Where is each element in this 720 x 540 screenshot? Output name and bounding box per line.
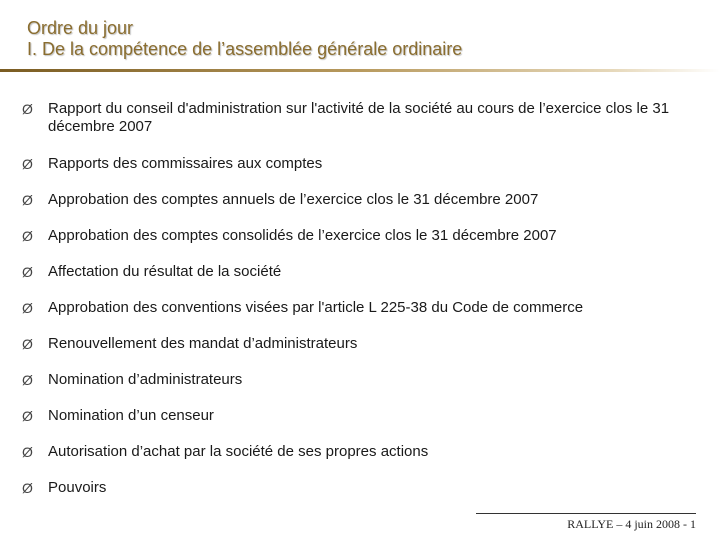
arrow-bullet-icon: Ø [22, 192, 33, 208]
agenda-item-text: Nomination d’un censeur [48, 407, 214, 424]
agenda-item-text: Rapport du conseil d'administration sur l'activité de la société au cours de l’exercice clos le 31 décembre 2007 [48, 100, 670, 135]
agenda-item-text: Approbation des comptes consolidés de l’exercice clos le 31 décembre 2007 [48, 227, 557, 244]
arrow-bullet-icon: Ø [22, 101, 33, 117]
arrow-bullet-icon: Ø [22, 228, 33, 244]
agenda-item-text: Renouvellement des mandat d’administrateurs [48, 335, 358, 352]
agenda-item [22, 263, 692, 281]
agenda-item [22, 227, 692, 245]
arrow-bullet-icon: Ø [22, 336, 33, 352]
arrow-bullet-icon: Ø [22, 408, 33, 424]
agenda-item [22, 335, 692, 353]
agenda-item-text: Rapports des commissaires aux comptes [48, 155, 323, 172]
arrow-bullet-icon: Ø [22, 444, 33, 460]
arrow-bullet-icon: Ø [22, 264, 33, 280]
agenda-item [22, 299, 692, 317]
slide-footer: RALLYE – 4 juin 2008 - 1 [476, 513, 696, 532]
title-line-2: I. De la compétence de l’assemblée générale ordinaire [27, 39, 463, 59]
agenda-item [22, 100, 692, 136]
arrow-bullet-icon: Ø [22, 156, 33, 172]
agenda-item-text: Approbation des comptes annuels de l’exercice clos le 31 décembre 2007 [48, 191, 539, 208]
agenda-item-text: Approbation des conventions visées par l'article L 225-38 du Code de commerce [48, 299, 584, 316]
agenda-item-text: Pouvoirs [48, 479, 107, 496]
slide-title [27, 18, 697, 60]
agenda-item [22, 371, 692, 389]
title-divider [0, 69, 720, 72]
agenda-item-text: Affectation du résultat de la société [48, 263, 282, 280]
agenda-item [22, 443, 692, 461]
agenda-item [22, 191, 692, 209]
agenda-item-text: Nomination d’administrateurs [48, 371, 243, 388]
arrow-bullet-icon: Ø [22, 480, 33, 496]
arrow-bullet-icon: Ø [22, 300, 33, 316]
agenda-item [22, 407, 692, 425]
agenda-item [22, 479, 692, 497]
agenda-item-text: Autorisation d’achat par la société de ses propres actions [48, 443, 429, 460]
title-line-1: Ordre du jour [27, 18, 134, 38]
agenda-item [22, 155, 692, 173]
agenda-list [22, 100, 692, 497]
arrow-bullet-icon: Ø [22, 372, 33, 388]
